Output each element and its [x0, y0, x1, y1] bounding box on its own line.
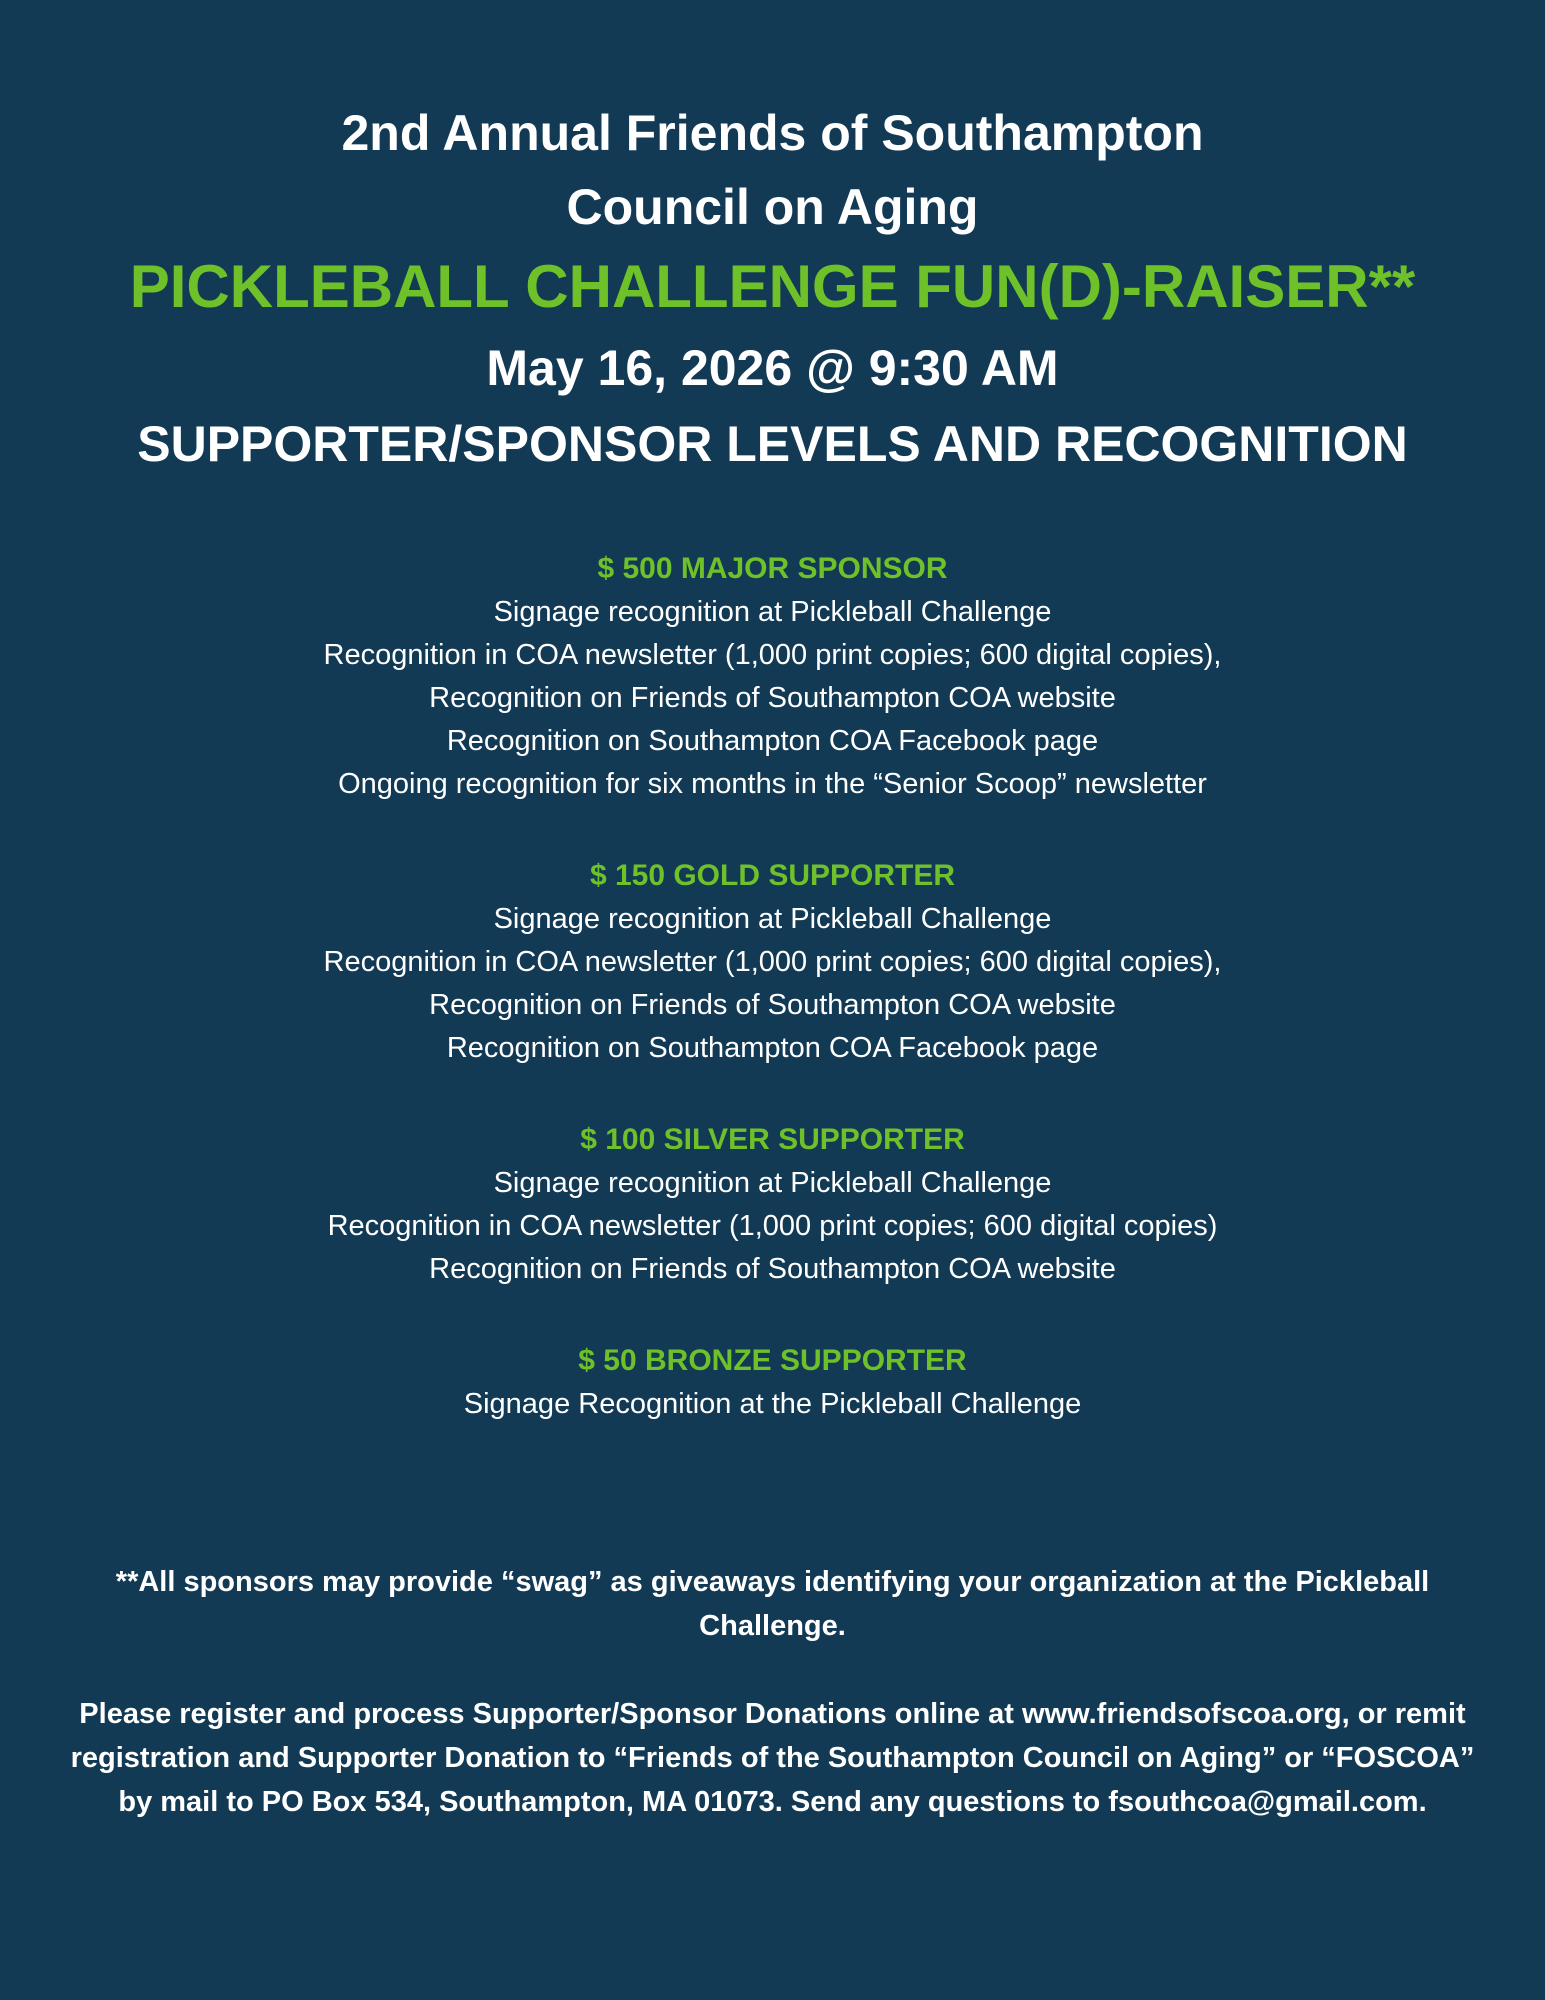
registration-instructions: Please register and process Supporter/Sponsor Donations online at www.friendsofscoa.org, or remit registration and Supporter Donation to “Friends of the Southampton Council on Aging” or “FOSCOA” by mail to PO Box 534, Southampton, MA 01073. Send any questions to fsouthcoa@gmail.com.	[70, 1698, 1475, 1818]
benefit-item: Recognition in COA newsletter (1,000 print copies; 600 digital copies)	[327, 1210, 1218, 1242]
benefit-item: Recognition in COA newsletter (1,000 print copies; 600 digital copies),	[323, 946, 1222, 978]
benefit-item: Signage recognition at Pickleball Challenge	[493, 596, 1052, 628]
benefit-item: Recognition on Friends of Southampton COA website	[429, 682, 1116, 714]
level-title: $ 150 GOLD SUPPORTER	[589, 859, 956, 892]
title-line-2: Council on Aging	[566, 179, 979, 235]
event-name: PICKLEBALL CHALLENGE FUN(D)-RAISER**	[129, 253, 1416, 320]
event-date: May 16, 2026 @ 9:30 AM	[486, 340, 1059, 396]
swag-footnote: **All sponsors may provide “swag” as giveaways identifying your organization at the Pickleball Challenge.	[115, 1566, 1430, 1642]
level-bronze-supporter	[0, 1339, 1545, 1426]
level-title: $ 500 MAJOR SPONSOR	[597, 552, 948, 585]
benefit-item: Ongoing recognition for six months in the “Senior Scoop” newsletter	[338, 768, 1207, 800]
flyer-footer	[0, 1560, 1545, 1824]
title-line-1: 2nd Annual Friends of Southampton	[341, 105, 1204, 161]
level-title: $ 100 SILVER SUPPORTER	[580, 1123, 965, 1156]
benefit-item: Recognition in COA newsletter (1,000 print copies; 600 digital copies),	[323, 639, 1222, 671]
benefit-item: Recognition on Friends of Southampton COA website	[429, 989, 1116, 1021]
benefit-item: Recognition on Southampton COA Facebook page	[446, 725, 1099, 757]
benefit-item: Recognition on Friends of Southampton COA website	[429, 1253, 1116, 1285]
level-major-sponsor	[0, 547, 1545, 806]
level-silver-supporter	[0, 1118, 1545, 1291]
benefit-item: Recognition on Southampton COA Facebook page	[446, 1032, 1099, 1064]
benefit-item: Signage Recognition at the Pickleball Challenge	[463, 1388, 1082, 1420]
levels-heading: SUPPORTER/SPONSOR LEVELS AND RECOGNITION	[137, 416, 1408, 472]
level-gold-supporter	[0, 854, 1545, 1070]
flyer-header	[0, 96, 1545, 482]
benefit-item: Signage recognition at Pickleball Challenge	[493, 1167, 1052, 1199]
benefit-item: Signage recognition at Pickleball Challenge	[493, 903, 1052, 935]
level-title: $ 50 BRONZE SUPPORTER	[578, 1344, 967, 1377]
sponsor-levels	[0, 547, 1545, 1474]
